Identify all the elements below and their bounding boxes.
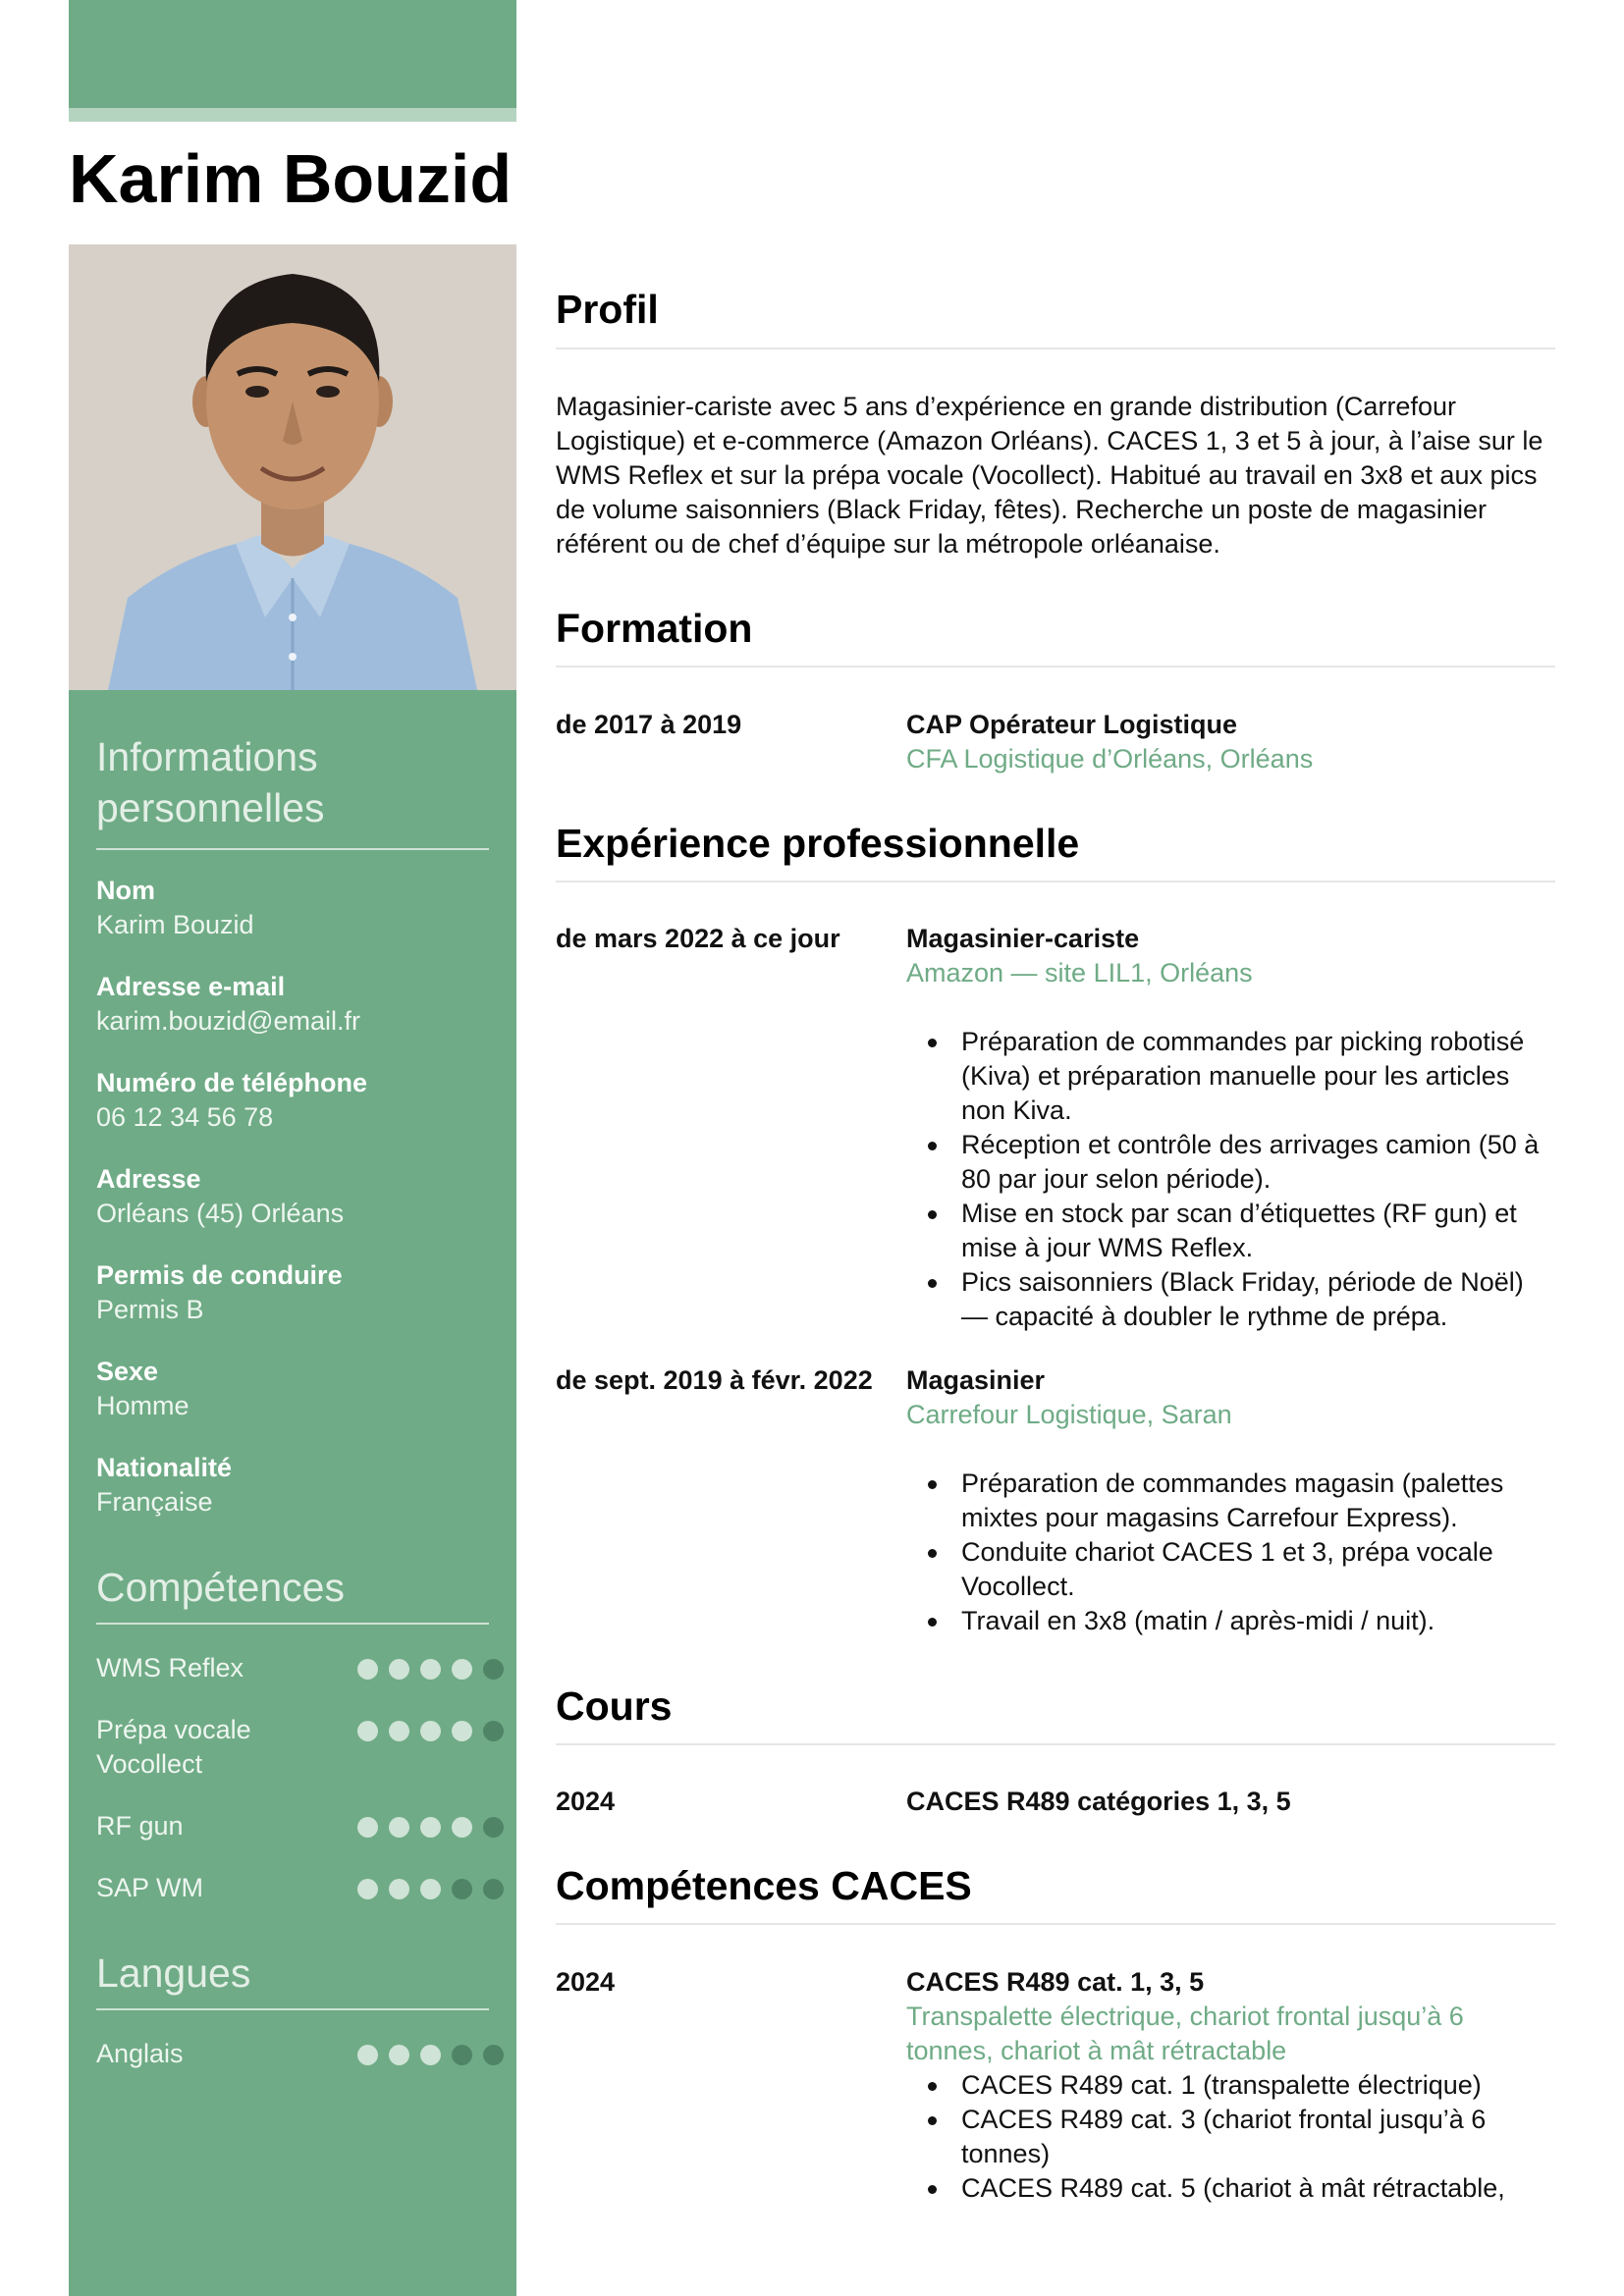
info-label-email: Adresse e-mail bbox=[96, 972, 286, 1001]
rating-dot-filled bbox=[452, 1721, 472, 1741]
info-label-license: Permis de conduire bbox=[96, 1260, 343, 1290]
experience-heading: Expérience professionnelle bbox=[556, 821, 1080, 866]
personal-info-heading: Informations personnelles bbox=[96, 734, 325, 830]
education-divider bbox=[556, 666, 1555, 667]
languages-divider bbox=[96, 2008, 489, 2010]
info-value-address: Orléans (45) Orléans bbox=[96, 1199, 345, 1228]
education-heading: Formation bbox=[556, 606, 753, 651]
experience-company: Carrefour Logistique, Saran bbox=[906, 1400, 1232, 1429]
experience-divider bbox=[556, 881, 1555, 882]
rating-dot-filled bbox=[357, 2045, 378, 2065]
skills-heading: Compétences bbox=[96, 1565, 345, 1610]
caces-date: 2024 bbox=[556, 1967, 616, 1997]
rating-dot-empty bbox=[452, 2045, 472, 2065]
rating-dot-filled bbox=[452, 1817, 472, 1838]
profile-heading: Profil bbox=[556, 287, 659, 332]
rating-dot-filled bbox=[357, 1817, 378, 1838]
course-date: 2024 bbox=[556, 1787, 616, 1816]
course-title: CACES R489 catégories 1, 3, 5 bbox=[906, 1787, 1291, 1816]
list-item: Mise en stock par scan d’étiquettes (RF gun) et mise à jour WMS Reflex. bbox=[906, 1197, 1556, 1265]
experience-date: de mars 2022 à ce jour bbox=[556, 924, 840, 953]
rating-dot-empty bbox=[483, 1879, 504, 1899]
rating-dot-filled bbox=[389, 1659, 409, 1680]
info-label-gender: Sexe bbox=[96, 1357, 159, 1386]
language-rating bbox=[357, 2045, 504, 2065]
caces-heading: Compétences CACES bbox=[556, 1863, 972, 1908]
info-value-name: Karim Bouzid bbox=[96, 910, 254, 939]
education-title: CAP Opérateur Logistique bbox=[906, 710, 1238, 739]
rating-dot-filled bbox=[389, 2045, 409, 2065]
experience-company: Amazon — site LIL1, Orléans bbox=[906, 958, 1253, 988]
list-item: CACES R489 cat. 1 (transpalette électrique) bbox=[906, 2068, 1556, 2103]
info-label-address: Adresse bbox=[96, 1164, 201, 1194]
sidebar-header-block bbox=[69, 0, 516, 108]
sidebar-header-stripe bbox=[69, 108, 516, 122]
skills-divider bbox=[96, 1623, 489, 1625]
rating-dot-filled bbox=[389, 1817, 409, 1838]
languages-heading: Langues bbox=[96, 1950, 251, 1996]
caces-description: Transpalette électrique, chariot frontal jusqu’à 6 tonnes, chariot à mât rétractable bbox=[906, 2002, 1464, 2065]
list-item: Préparation de commandes magasin (palettes mixtes pour magasins Carrefour Express). bbox=[906, 1467, 1556, 1535]
courses-divider bbox=[556, 1743, 1555, 1745]
rating-dot-filled bbox=[420, 1721, 441, 1741]
list-item: Réception et contrôle des arrivages camion (50 à 80 par jour selon période). bbox=[906, 1128, 1556, 1197]
rating-dot-filled bbox=[420, 1659, 441, 1680]
experience-bullets bbox=[906, 1467, 1556, 1638]
info-label-nationality: Nationalité bbox=[96, 1453, 233, 1482]
skill-name: WMS Reflex bbox=[96, 1653, 244, 1682]
rating-dot-empty bbox=[452, 1879, 472, 1899]
profile-divider bbox=[556, 347, 1555, 349]
list-item: Travail en 3x8 (matin / après-midi / nuit). bbox=[906, 1604, 1556, 1638]
skill-name: Prépa vocale Vocollect bbox=[96, 1715, 251, 1779]
experience-title: Magasinier-cariste bbox=[906, 924, 1140, 953]
rating-dot-filled bbox=[357, 1659, 378, 1680]
list-item: Pics saisonniers (Black Friday, période de Noël) — capacité à doubler le rythme de prépa. bbox=[906, 1265, 1556, 1334]
list-item: Conduite chariot CACES 1 et 3, prépa vocale Vocollect. bbox=[906, 1535, 1556, 1604]
portrait-illustration bbox=[69, 244, 516, 690]
education-school: CFA Logistique d’Orléans, Orléans bbox=[906, 744, 1314, 774]
skill-rating bbox=[357, 1659, 504, 1680]
rating-dot-filled bbox=[420, 2045, 441, 2065]
info-value-license: Permis B bbox=[96, 1295, 204, 1324]
education-date: de 2017 à 2019 bbox=[556, 710, 742, 739]
rating-dot-empty bbox=[483, 2045, 504, 2065]
rating-dot-filled bbox=[452, 1659, 472, 1680]
list-item: Préparation de commandes par picking robotisé (Kiva) et préparation manuelle pour les articles non Kiva. bbox=[906, 1025, 1556, 1128]
skill-rating bbox=[357, 1721, 504, 1741]
skill-rating bbox=[357, 1817, 504, 1838]
rating-dot-filled bbox=[389, 1721, 409, 1741]
rating-dot-empty bbox=[483, 1659, 504, 1680]
language-name: Anglais bbox=[96, 2039, 184, 2068]
rating-dot-filled bbox=[420, 1879, 441, 1899]
experience-title: Magasinier bbox=[906, 1365, 1046, 1395]
info-value-nationality: Française bbox=[96, 1487, 213, 1517]
skill-rating bbox=[357, 1879, 504, 1899]
rating-dot-filled bbox=[357, 1721, 378, 1741]
rating-dot-filled bbox=[357, 1879, 378, 1899]
skill-name: SAP WM bbox=[96, 1873, 204, 1902]
rating-dot-empty bbox=[483, 1721, 504, 1741]
experience-date: de sept. 2019 à févr. 2022 bbox=[556, 1365, 873, 1395]
profile-text: Magasinier-cariste avec 5 ans d’expérience en grande distribution (Carrefour Logistique) et e-commerce (Amazon Orléans). CACES 1, 3 et 5 à jour, à l’aise sur le WMS Reflex et sur la prépa vocale (Vocollect). Habitué au travail en 3x8 et aux pics de volume saisonniers (Black Friday, fêtes). Recherche un poste de magasinier référent ou de chef d’équipe sur la métropole orléanaise. bbox=[556, 392, 1543, 559]
list-item: CACES R489 cat. 3 (chariot frontal jusqu’à 6 tonnes) bbox=[906, 2103, 1556, 2171]
info-value-phone[interactable]: 06 12 34 56 78 bbox=[96, 1102, 274, 1132]
list-item: CACES R489 cat. 5 (chariot à mât rétractable, bbox=[906, 2171, 1556, 2206]
rating-dot-filled bbox=[420, 1817, 441, 1838]
caces-title: CACES R489 cat. 1, 3, 5 bbox=[906, 1967, 1205, 1997]
info-value-gender: Homme bbox=[96, 1391, 189, 1420]
courses-heading: Cours bbox=[556, 1683, 673, 1729]
info-label-name: Nom bbox=[96, 876, 155, 905]
page-title: Karim Bouzid bbox=[69, 140, 513, 217]
rating-dot-empty bbox=[483, 1817, 504, 1838]
skill-name: RF gun bbox=[96, 1811, 184, 1841]
rating-dot-filled bbox=[389, 1879, 409, 1899]
info-value-email[interactable]: karim.bouzid@email.fr bbox=[96, 1006, 360, 1036]
info-label-phone: Numéro de téléphone bbox=[96, 1068, 368, 1097]
profile-photo bbox=[69, 244, 516, 690]
experience-bullets bbox=[906, 1025, 1556, 1334]
caces-divider bbox=[556, 1923, 1555, 1925]
personal-info-divider bbox=[96, 848, 489, 850]
sidebar bbox=[69, 690, 516, 2296]
caces-bullets bbox=[906, 2068, 1556, 2206]
